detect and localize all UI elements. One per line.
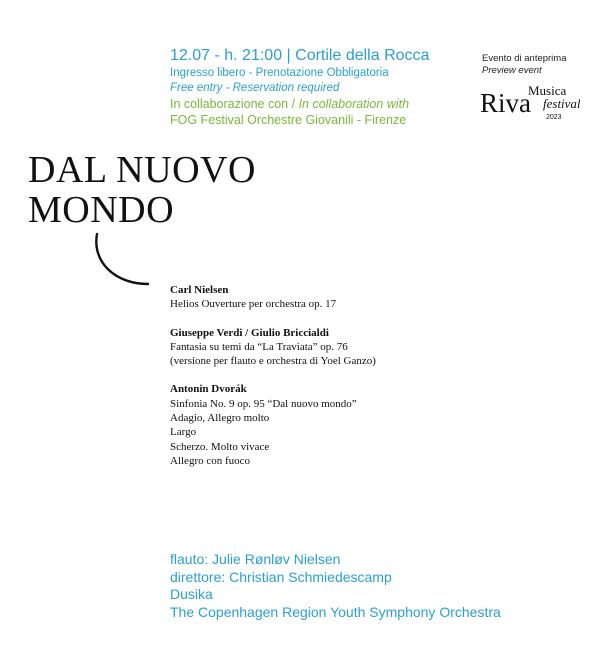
work-title: Helios Ouverture per orchestra op. 17 (170, 298, 337, 311)
movement: Largo (170, 426, 197, 439)
decorative-swoosh-icon (90, 232, 160, 292)
title-line-2: MONDO (28, 189, 175, 231)
partner-name: FOG Festival Orchestre Giovanili - Firenze (170, 113, 407, 127)
movement: Allegro con fuoco (170, 454, 251, 467)
movement: Scherzo. Molto vivace (170, 440, 270, 453)
entry-info-en: Free entry - Reservation required (170, 82, 340, 94)
logo-word-musica: Musica (528, 83, 567, 98)
event-datetime-venue: 12.07 - h. 21:00 | Cortile della Rocca (170, 47, 430, 64)
work-note: (versione per flauto e orchestra di Yoel Ganzo) (170, 355, 376, 368)
logo-word-festival: festival (543, 96, 581, 111)
composer-name: Antonin Dvorák (170, 383, 247, 396)
work-title: Sinfonia No. 9 op. 95 “Dal nuovo mondo” (170, 397, 357, 410)
performer-conductor: direttore: Christian Schmiedescamp (170, 568, 392, 585)
collab-en: In collaboration with (298, 97, 410, 111)
logo-word-riva: Riva (480, 88, 531, 118)
composer-name: Giuseppe Verdi / Giulio Briccialdi (170, 326, 329, 339)
musica-riva-festival-logo (480, 82, 598, 122)
program-list (170, 283, 376, 482)
program-item (170, 326, 376, 369)
logo-year: 2023 (546, 114, 562, 121)
program-item (170, 382, 376, 468)
program-item (170, 283, 376, 312)
entry-info-it: Ingresso libero - Prenotazione Obbligatoria (170, 67, 389, 79)
collab-it: In collaborazione con / (170, 97, 299, 111)
work-title: Fantasia su temi da “La Traviata” op. 76 (170, 340, 348, 353)
movement: Adagio, Allegro molto (170, 412, 270, 425)
performer-name: Dusika (170, 586, 213, 602)
collaboration-line (170, 97, 409, 111)
performers-list (170, 551, 501, 621)
composer-name: Carl Nielsen (170, 284, 229, 296)
preview-label-en: Preview event (482, 65, 542, 76)
concert-title (28, 150, 256, 230)
preview-label-it: Evento di anteprima (482, 53, 567, 64)
title-line-1: DAL NUOVO (28, 149, 256, 191)
performer-flute: flauto: Julie Rønløv Nielsen (170, 551, 341, 567)
performer-orchestra: The Copenhagen Region Youth Symphony Orchestra (170, 603, 501, 620)
